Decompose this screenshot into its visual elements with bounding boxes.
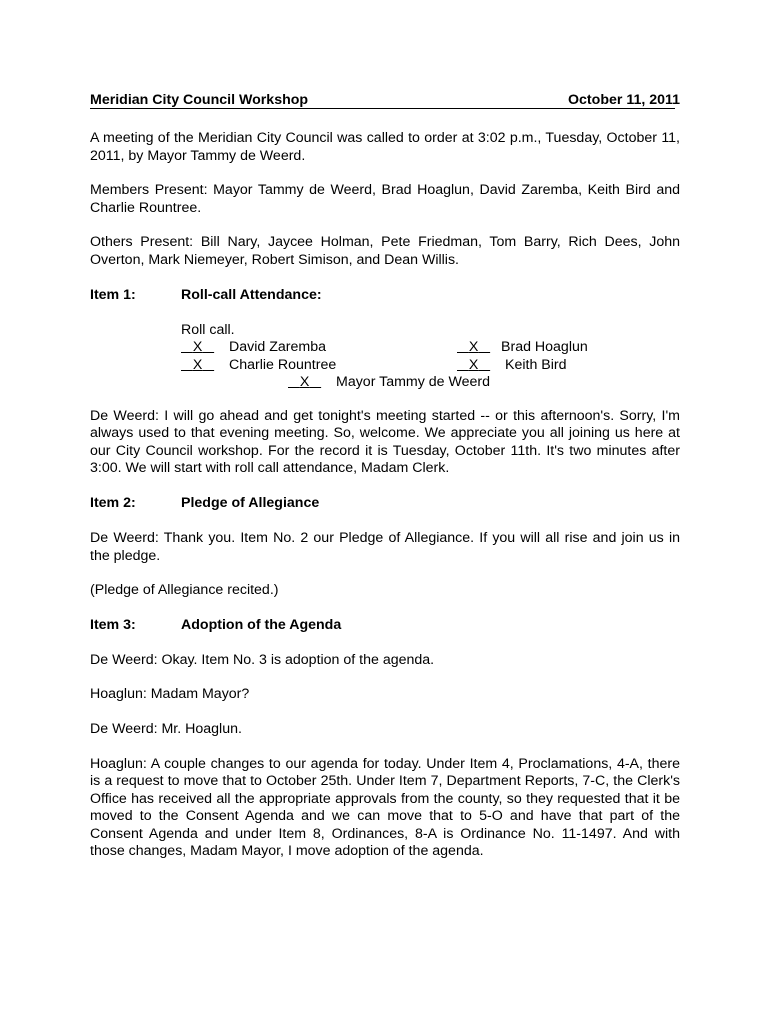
- item-title: Adoption of the Agenda: [181, 616, 342, 633]
- roll-call-label: Roll call.: [181, 321, 235, 338]
- item-number: Item 1:: [90, 286, 136, 303]
- deweerd-paragraph-2: De Weerd: Thank you. Item No. 2 our Pledge of Allegiance. If you will all rise and join us in the pledge.: [90, 529, 680, 564]
- item-number: Item 3:: [90, 616, 136, 633]
- members-present: Members Present: Mayor Tammy de Weerd, Brad Hoaglun, David Zaremba, Keith Bird and Charlie Rountree.: [90, 182, 680, 216]
- roll-mark-bird: X: [468, 356, 479, 373]
- header-underline: [90, 108, 675, 109]
- hoaglun-paragraph-1: Hoaglun: Madam Mayor?: [90, 686, 250, 703]
- meeting-date: October 11, 2011: [568, 92, 680, 108]
- roll-name-bird: Keith Bird: [505, 356, 567, 373]
- item-number: Item 2:: [90, 494, 136, 511]
- deweerd-paragraph-4: De Weerd: Mr. Hoaglun.: [90, 720, 242, 737]
- roll-call-block: [90, 322, 680, 392]
- item-2-heading: [90, 495, 680, 513]
- roll-name-hoaglun: Brad Hoaglun: [501, 338, 588, 355]
- roll-name-mayor: Mayor Tammy de Weerd: [336, 373, 491, 390]
- deweerd-paragraph-3: De Weerd: Okay. Item No. 3 is adoption of the agenda.: [90, 651, 435, 668]
- item-title: Roll-call Attendance:: [181, 286, 322, 303]
- roll-mark-mayor: X: [299, 373, 310, 390]
- hoaglun-paragraph-2: Hoaglun: A couple changes to our agenda for today. Under Item 4, Proclamations, 4-A, there is a request to move that to October 25th. Under Item 7, Department Reports, 7-C, the Clerk's Office has received all the appropriate approvals from the county, so they requested that it be moved to the Consent Agenda and we can move that to 5-O and have that part of the Consent Agenda and under Item 8, Ordinances, 8-A is Ordinance No. 11-1497. And with those changes, Madam Mayor, I move adoption of the agenda.: [90, 755, 680, 860]
- item-3-heading: [90, 617, 680, 635]
- roll-mark-zaremba: X: [192, 338, 203, 355]
- roll-name-rountree: Charlie Rountree: [229, 356, 337, 373]
- meeting-title: Meridian City Council Workshop: [90, 92, 309, 108]
- deweerd-paragraph-1: De Weerd: I will go ahead and get tonight's meeting started -- or this afternoon's. Sorry, I'm always used to that evening meeting. So, welcome. We appreciate you all joining us here at our City Council workshop. For the record it is Tuesday, October 11th. It's two minutes after 3:00. We will start with roll call attendance, Madam Clerk.: [90, 407, 680, 477]
- pledge-note: (Pledge of Allegiance recited.): [90, 582, 279, 599]
- intro-paragraph: A meeting of the Meridian City Council was called to order at 3:02 p.m., Tuesday, October 11, 2011, by Mayor Tammy de Weerd.: [90, 130, 680, 164]
- document-page: [90, 92, 680, 861]
- roll-mark-rountree: X: [192, 356, 203, 373]
- item-1-heading: [90, 287, 680, 305]
- item-title: Pledge of Allegiance: [181, 494, 320, 511]
- others-present: Others Present: Bill Nary, Jaycee Holman, Pete Friedman, Tom Barry, Rich Dees, John Overton, Mark Niemeyer, Robert Simison, and Dean Willis.: [90, 234, 680, 268]
- roll-name-zaremba: David Zaremba: [229, 338, 326, 355]
- document-header: [90, 92, 680, 110]
- roll-mark-hoaglun: X: [468, 338, 479, 355]
